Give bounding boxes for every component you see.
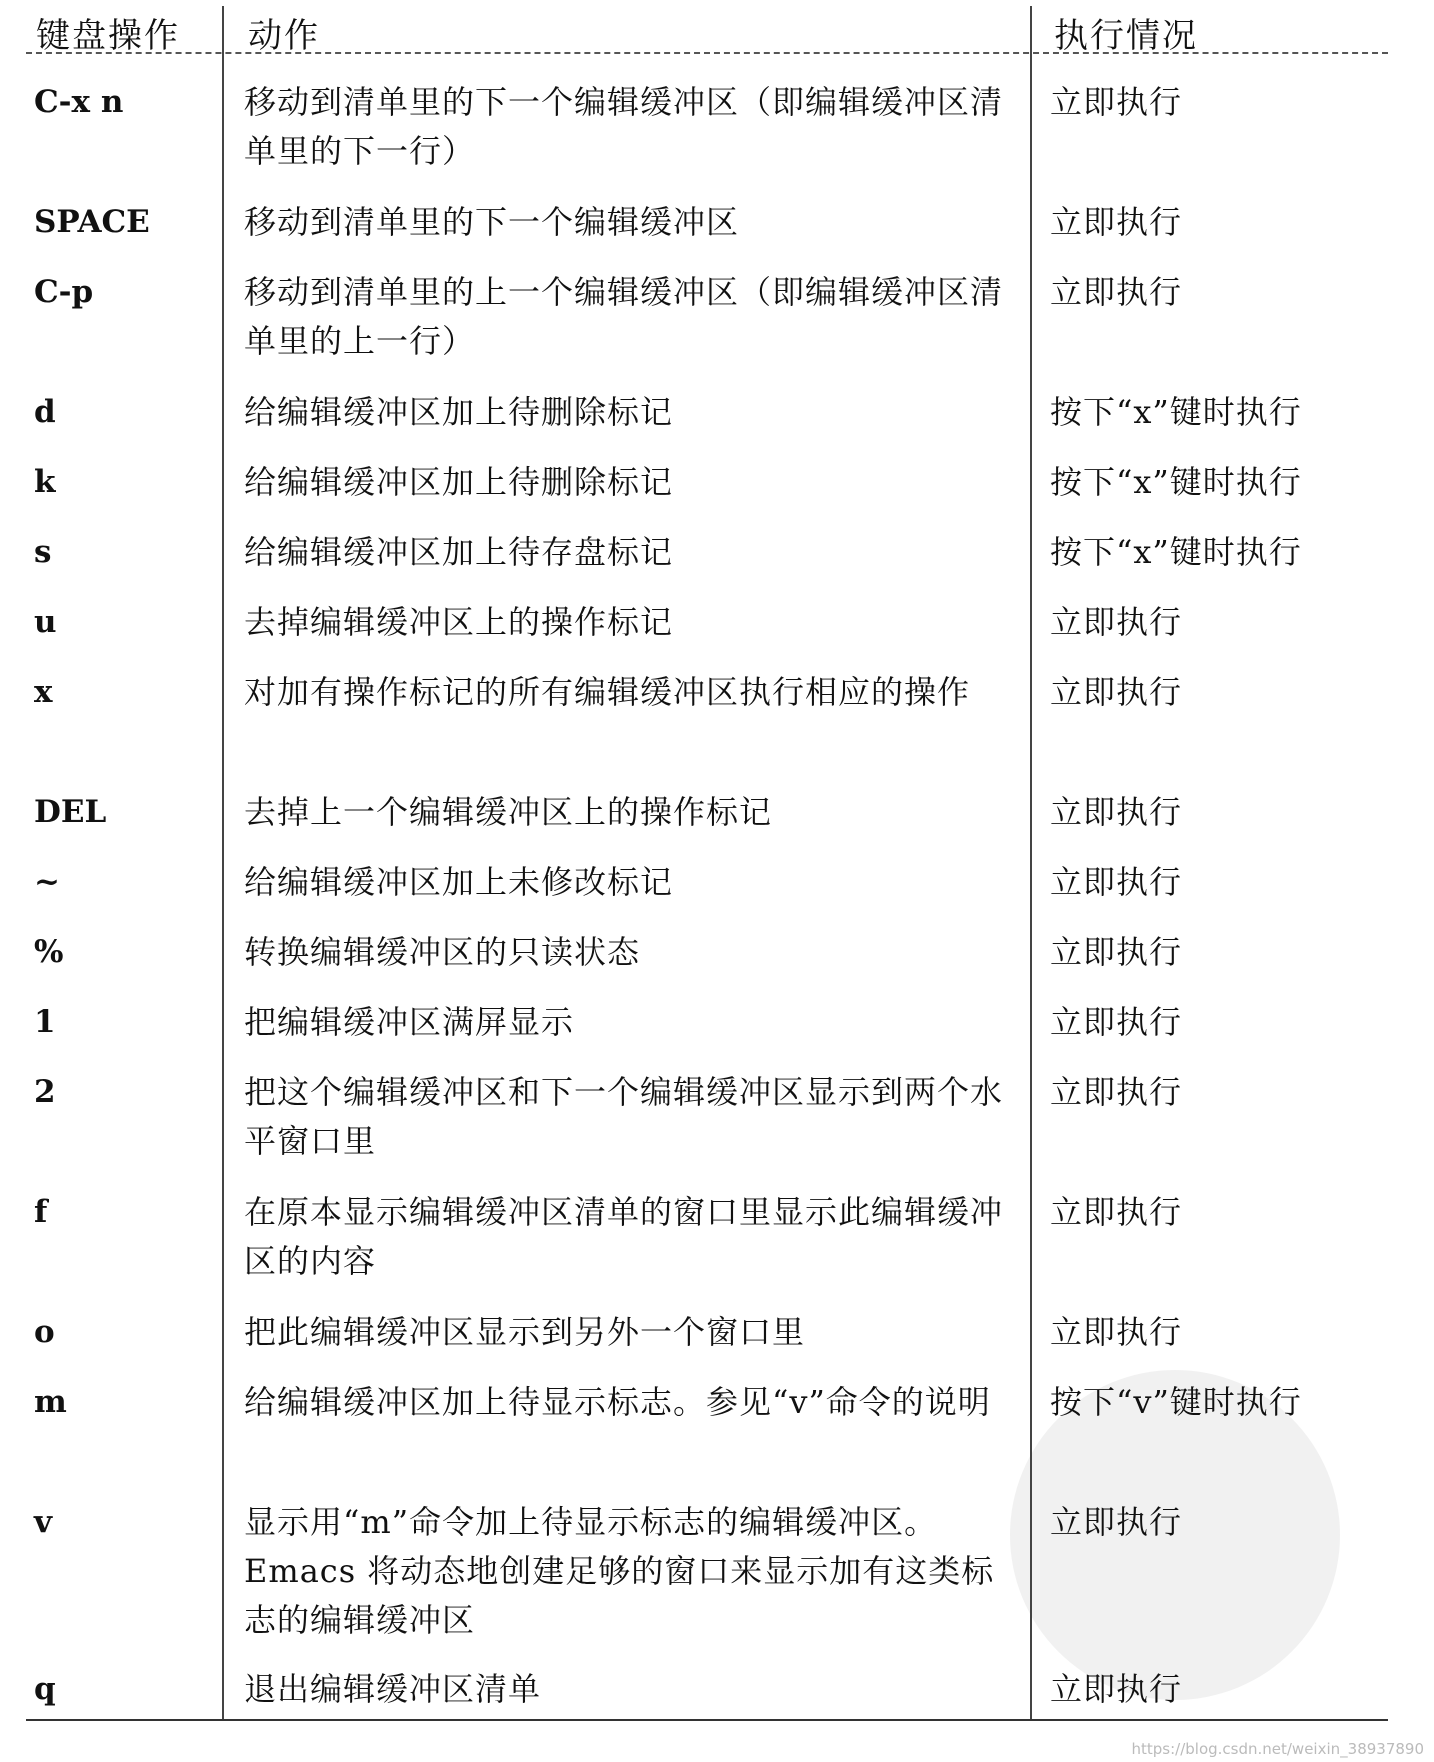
action-cell: 去掉上一个编辑缓冲区上的操作标记 bbox=[244, 793, 773, 831]
action-cell: 给编辑缓冲区加上待删除标记 bbox=[244, 393, 674, 431]
header-action: 动作 bbox=[248, 16, 320, 56]
key-cell: v bbox=[34, 1504, 53, 1540]
exec-cell: 立即执行 bbox=[1050, 1503, 1183, 1541]
exec-cell: 立即执行 bbox=[1050, 1670, 1183, 1708]
action-cell: 给编辑缓冲区加上待删除标记 bbox=[244, 463, 674, 501]
action-cell: 移动到清单里的下一个编辑缓冲区 bbox=[244, 203, 740, 241]
action-cell: 在原本显示编辑缓冲区清单的窗口里显示此编辑缓冲区的内容 bbox=[244, 1193, 1004, 1280]
key-cell: o bbox=[34, 1314, 55, 1350]
action-cell: 显示用“m”命令加上待显示标志的编辑缓冲区。Emacs 将动态地创建足够的窗口来显示加有这类标志的编辑缓冲区 bbox=[244, 1503, 995, 1639]
action-cell: 退出编辑缓冲区清单 bbox=[244, 1670, 542, 1708]
key-cell: 1 bbox=[34, 1004, 56, 1040]
action-cell: 移动到清单里的下一个编辑缓冲区（即编辑缓冲区清单里的下一行） bbox=[244, 83, 1004, 170]
table-bottom-rule bbox=[26, 1719, 1388, 1721]
header-key: 键盘操作 bbox=[36, 16, 180, 56]
key-cell: C-x n bbox=[34, 84, 124, 120]
key-cell: f bbox=[34, 1194, 48, 1230]
key-cell: DEL bbox=[34, 794, 107, 830]
exec-cell: 立即执行 bbox=[1050, 1073, 1183, 1111]
key-cell: m bbox=[34, 1384, 67, 1420]
watermark-url: https://blog.csdn.net/weixin_38937890 bbox=[1131, 1740, 1424, 1758]
key-cell: 2 bbox=[34, 1074, 56, 1110]
key-cell: % bbox=[34, 934, 64, 970]
column-divider-1 bbox=[222, 6, 224, 1719]
key-cell: s bbox=[34, 534, 52, 570]
column-divider-2 bbox=[1030, 6, 1032, 1719]
exec-cell: 立即执行 bbox=[1050, 673, 1183, 711]
action-cell: 给编辑缓冲区加上待存盘标记 bbox=[244, 533, 674, 571]
exec-cell: 按下“v”键时执行 bbox=[1050, 1383, 1302, 1421]
action-cell: 去掉编辑缓冲区上的操作标记 bbox=[244, 603, 674, 641]
action-cell: 把此编辑缓冲区显示到另外一个窗口里 bbox=[244, 1313, 806, 1351]
action-cell: 对加有操作标记的所有编辑缓冲区执行相应的操作 bbox=[244, 673, 971, 711]
key-cell: k bbox=[34, 464, 56, 500]
key-cell: SPACE bbox=[34, 204, 150, 240]
exec-cell: 立即执行 bbox=[1050, 273, 1183, 311]
exec-cell: 立即执行 bbox=[1050, 1003, 1183, 1041]
exec-cell: 立即执行 bbox=[1050, 793, 1183, 831]
header-exec: 执行情况 bbox=[1054, 16, 1198, 56]
exec-cell: 立即执行 bbox=[1050, 1313, 1183, 1351]
exec-cell: 立即执行 bbox=[1050, 603, 1183, 641]
exec-cell: 立即执行 bbox=[1050, 83, 1183, 121]
key-cell: d bbox=[34, 394, 56, 430]
exec-cell: 立即执行 bbox=[1050, 863, 1183, 901]
action-cell: 移动到清单里的上一个编辑缓冲区（即编辑缓冲区清单里的上一行） bbox=[244, 273, 1004, 360]
action-cell: 给编辑缓冲区加上待显示标志。参见“v”命令的说明 bbox=[244, 1383, 991, 1421]
action-cell: 把这个编辑缓冲区和下一个编辑缓冲区显示到两个水平窗口里 bbox=[244, 1073, 1004, 1160]
exec-cell: 立即执行 bbox=[1050, 933, 1183, 971]
key-cell: u bbox=[34, 604, 57, 640]
action-cell: 把编辑缓冲区满屏显示 bbox=[244, 1003, 575, 1041]
exec-cell: 按下“x”键时执行 bbox=[1050, 463, 1302, 501]
exec-cell: 按下“x”键时执行 bbox=[1050, 393, 1302, 431]
key-cell: q bbox=[34, 1671, 56, 1707]
exec-cell: 立即执行 bbox=[1050, 1193, 1183, 1231]
exec-cell: 按下“x”键时执行 bbox=[1050, 533, 1302, 571]
action-cell: 转换编辑缓冲区的只读状态 bbox=[244, 933, 641, 971]
action-cell: 给编辑缓冲区加上未修改标记 bbox=[244, 863, 674, 901]
exec-cell: 立即执行 bbox=[1050, 203, 1183, 241]
key-cell: x bbox=[34, 674, 53, 710]
key-cell: C-p bbox=[34, 274, 94, 310]
key-cell: ~ bbox=[34, 864, 60, 900]
